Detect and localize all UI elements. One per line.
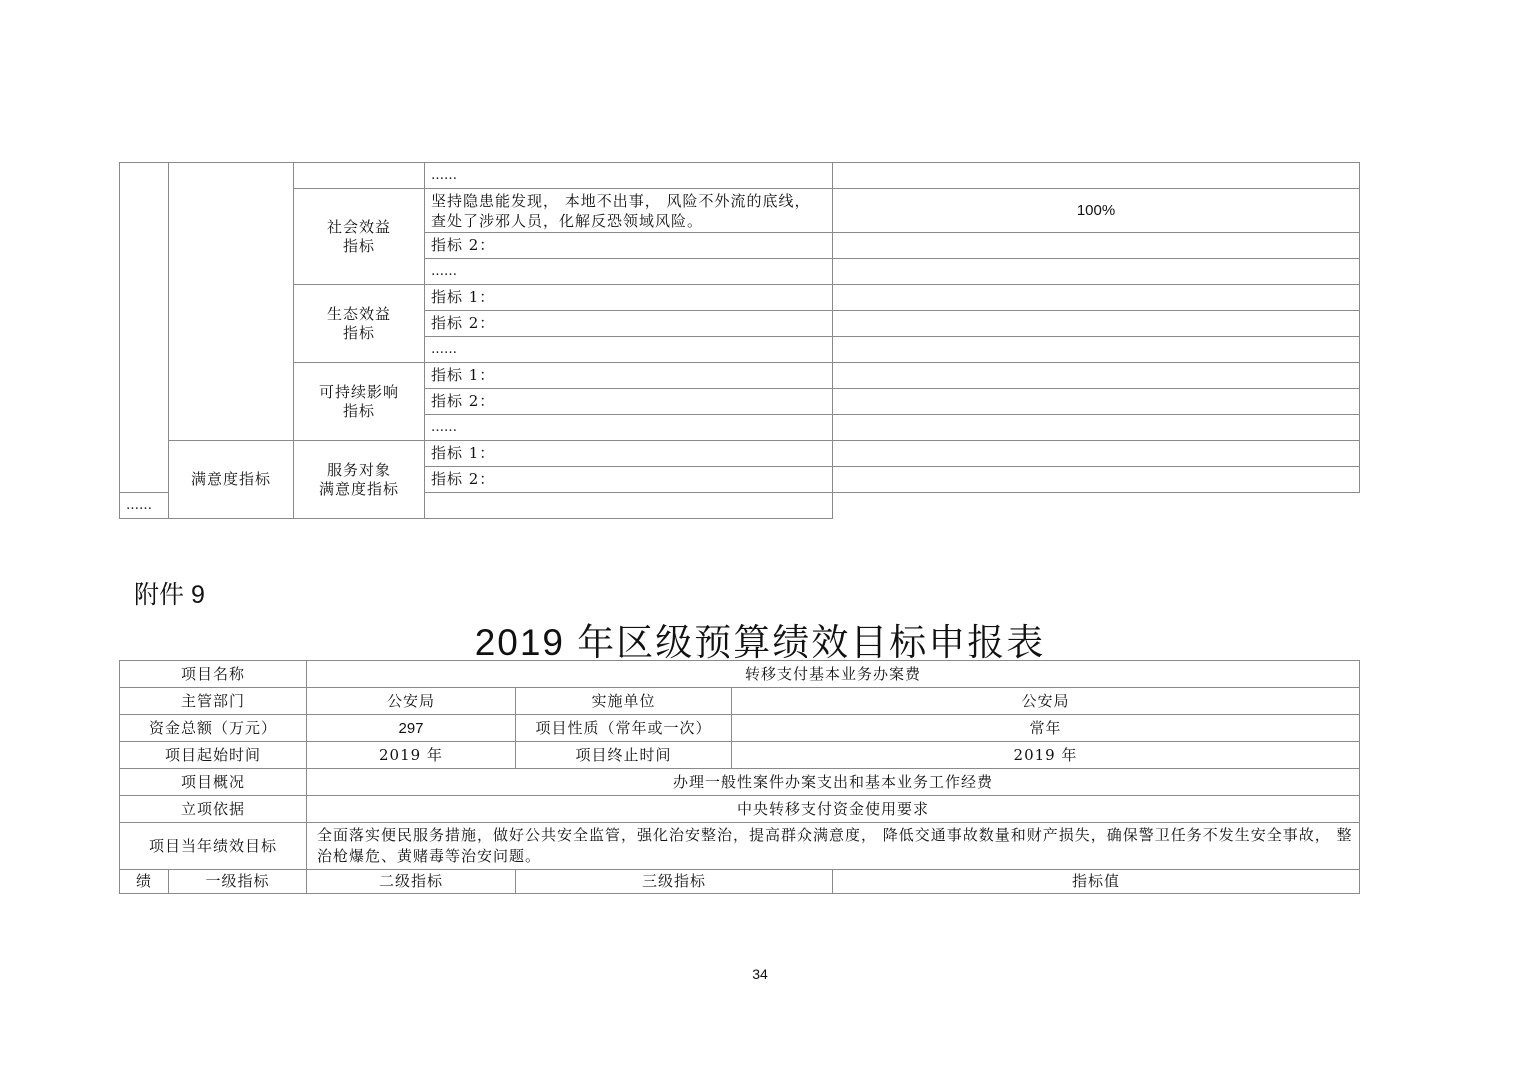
impl-label: 实施单位 — [516, 688, 732, 715]
impl-value: 公安局 — [732, 688, 1360, 715]
social-benefit-label: 社会效益 指标 — [294, 189, 425, 285]
overview-label: 项目概况 — [120, 769, 307, 796]
indicator-cell: 指标 2： — [425, 389, 833, 415]
basis-value: 中央转移支付资金使用要求 — [307, 796, 1360, 823]
indicator-cell: 指标 2： — [425, 311, 833, 337]
goal-label: 项目当年绩效目标 — [120, 823, 307, 870]
indicator-cell: …… — [425, 259, 833, 285]
indicator-cell: …… — [425, 163, 833, 189]
indicator-cell: 指标 1： — [425, 285, 833, 311]
satisfaction-level1-label: 满意度指标 — [169, 441, 294, 519]
end-value: 2019 年 — [732, 742, 1360, 769]
basis-label: 立项依据 — [120, 796, 307, 823]
header-level3: 三级指标 — [516, 870, 833, 894]
value-cell — [833, 441, 1360, 467]
value-cell — [833, 285, 1360, 311]
value-cell — [833, 363, 1360, 389]
dept-label: 主管部门 — [120, 688, 307, 715]
social-indicator-text: 坚持隐患能发现， 本地不出事， 风险不外流的底线，查处了涉邪人员，化解反恐领域风险。 — [425, 189, 833, 233]
overview-value: 办理一般性案件办案支出和基本业务工作经费 — [307, 769, 1360, 796]
indicator-cell: …… — [425, 337, 833, 363]
page-number: 34 — [752, 966, 768, 982]
attachment-label: 附件 9 — [134, 581, 205, 609]
start-label: 项目起始时间 — [120, 742, 307, 769]
header-level2: 二级指标 — [307, 870, 516, 894]
eco-benefit-label: 生态效益 指标 — [294, 285, 425, 363]
social-indicator-value: 100% — [833, 189, 1360, 233]
indicator-cell: 指标 1： — [425, 363, 833, 389]
value-cell — [833, 389, 1360, 415]
project-name-label: 项目名称 — [120, 661, 307, 688]
value-cell — [833, 163, 1360, 189]
value-cell — [833, 415, 1360, 441]
nature-label: 项目性质（常年或一次） — [516, 715, 732, 742]
header-perf: 绩 — [120, 870, 169, 894]
fund-value: 297 — [307, 715, 516, 742]
indicator-cell: 指标 2： — [425, 467, 833, 493]
end-label: 项目终止时间 — [516, 742, 732, 769]
value-cell — [833, 467, 1360, 493]
value-cell — [833, 233, 1360, 259]
indicator-cell: 指标 1： — [425, 441, 833, 467]
level2-cell-blank — [294, 163, 425, 189]
project-name-value: 转移支付基本业务办案费 — [307, 661, 1360, 688]
goal-value: 全面落实便民服务措施，做好公共安全监管，强化治安整治，提高群众满意度， 降低交通事故数量和财产损失，确保警卫任务不发生安全事故， 整治枪爆危、黄赌毒等治安问题。 — [307, 823, 1360, 870]
fund-label: 资金总额（万元） — [120, 715, 307, 742]
start-value: 2019 年 — [307, 742, 516, 769]
budget-performance-form — [119, 660, 1360, 894]
indicator-cell: …… — [120, 493, 169, 519]
level1-cell-blank — [169, 163, 294, 441]
category-cell-blank — [120, 163, 169, 493]
value-cell — [833, 337, 1360, 363]
dept-value: 公安局 — [307, 688, 516, 715]
indicator-table-continued — [119, 162, 1360, 519]
value-cell — [425, 493, 833, 519]
indicator-cell: 指标 2： — [425, 233, 833, 259]
value-cell — [833, 259, 1360, 285]
value-cell — [833, 311, 1360, 337]
header-level1: 一级指标 — [169, 870, 307, 894]
satisfaction-level2-label: 服务对象 满意度指标 — [294, 441, 425, 519]
header-value: 指标值 — [833, 870, 1360, 894]
sustainability-label: 可持续影响 指标 — [294, 363, 425, 441]
page-title: 2019 年区级预算绩效目标申报表 — [474, 622, 1046, 663]
nature-value: 常年 — [732, 715, 1360, 742]
indicator-cell: …… — [425, 415, 833, 441]
